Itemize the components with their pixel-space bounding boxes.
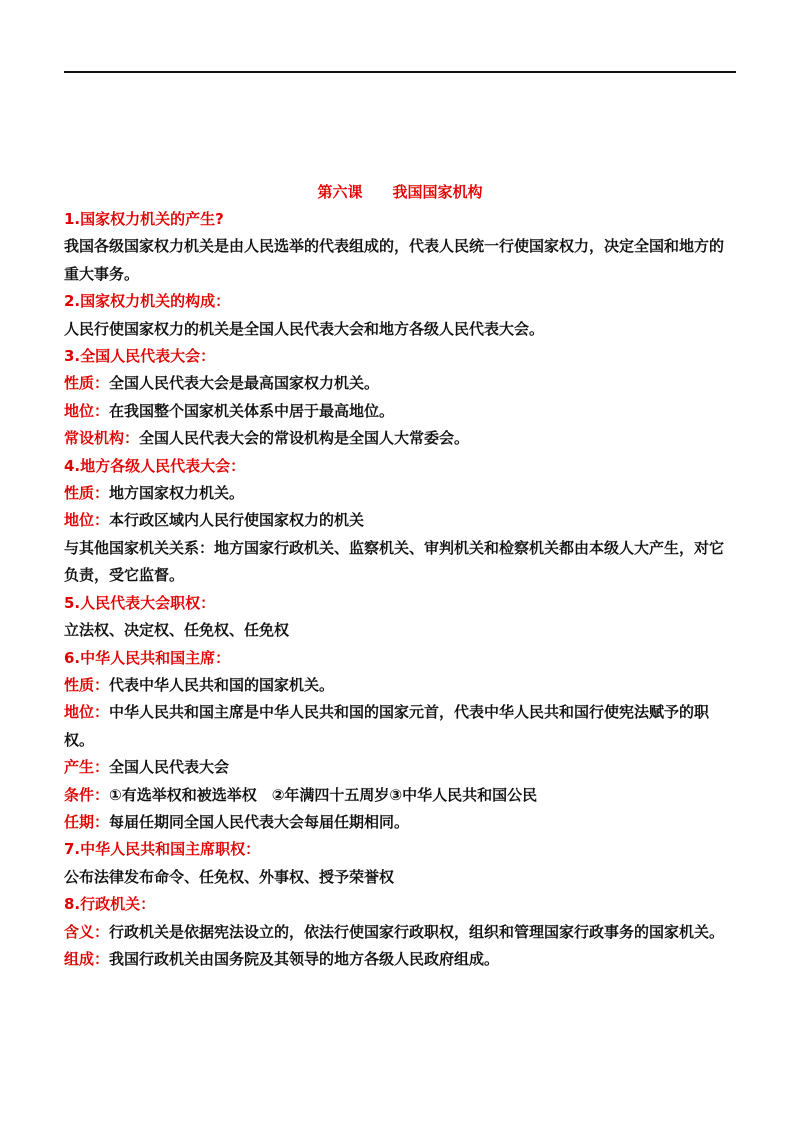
item-text: 中华人民共和国主席是中华人民共和国的国家元首，代表中华人民共和国行使宪法赋予的职权。 [64, 703, 710, 749]
item-label: 地位： [64, 401, 110, 420]
item-label: 性质： [64, 675, 110, 694]
item-label: 性质： [64, 374, 110, 393]
item-label: 地位： [64, 703, 110, 722]
item-label: 组成： [64, 949, 110, 968]
item-text: 我国行政机关由国务院及其领导的地方各级人民政府组成。 [109, 949, 500, 968]
item-text: 每届任期同全国人民代表大会每届任期相同。 [109, 812, 410, 831]
header-rule [64, 71, 736, 73]
item-text: 在我国整个国家机关体系中居于最高地位。 [109, 401, 395, 420]
labeled-item [64, 672, 738, 699]
item-label: 任期： [64, 812, 110, 831]
item-label: 含义： [64, 922, 110, 941]
labeled-item [64, 809, 738, 836]
labeled-item [64, 370, 738, 397]
section-heading: 1.国家权力机关的产生? [64, 210, 224, 228]
item-label: 产生： [64, 758, 110, 777]
item-text: 代表中华人民共和国的国家机关。 [109, 675, 335, 694]
item-text: 全国人民代表大会 [109, 758, 230, 777]
section-heading: 6.中华人民共和国主席： [64, 648, 231, 667]
paragraph: 人民行使国家权力的机关是全国人民代表大会和地方各级人民代表大会。 [64, 319, 545, 338]
section-heading: 4.地方各级人民代表大会： [64, 456, 246, 475]
paragraph: 我国各级国家权力机关是由人民选举的代表组成的，代表人民统一行使国家权力，决定全国和地方的重大事务。 [64, 237, 725, 283]
section-heading: 7.中华人民共和国主席职权： [64, 840, 261, 859]
document-body [64, 206, 738, 973]
paragraph: 立法权、决定权、任免权、任免权 [64, 621, 290, 640]
labeled-item [64, 919, 738, 946]
labeled-item [64, 425, 738, 452]
item-label: 常设机构： [64, 429, 140, 448]
lesson-title: 第六课 我国国家机构 [317, 183, 483, 201]
labeled-item [64, 946, 738, 973]
labeled-item [64, 398, 738, 425]
item-label: 性质： [64, 484, 110, 503]
item-text: ①有选举权和被选举权 ②年满四十五周岁③中华人民共和国公民 [109, 785, 538, 804]
section-heading: 2.国家权力机关的构成： [64, 292, 231, 311]
paragraph: 公布法律发布命令、任免权、外事权、授予荣誉权 [64, 867, 395, 886]
item-text: 地方国家权力机关。 [109, 484, 245, 503]
section-heading: 5.人民代表大会职权： [64, 593, 216, 612]
section-heading: 8.行政机关： [64, 895, 156, 914]
item-text: 本行政区域内人民行使国家权力的机关 [109, 511, 365, 530]
item-label: 地位： [64, 511, 110, 530]
labeled-item [64, 507, 738, 534]
item-label: 条件： [64, 785, 110, 804]
labeled-item [64, 754, 738, 781]
labeled-item [64, 480, 738, 507]
item-text: 全国人民代表大会是最高国家权力机关。 [109, 374, 380, 393]
item-text: 全国人民代表大会的常设机构是全国人大常委会。 [139, 429, 470, 448]
labeled-item [64, 782, 738, 809]
section-heading: 3.全国人民代表大会： [64, 347, 216, 366]
labeled-item [64, 699, 738, 754]
paragraph: 与其他国家机关关系：地方国家行政机关、监察机关、审判机关和检察机关都由本级人大产生，对它负责，受它监督。 [64, 538, 725, 585]
item-text: 行政机关是依据宪法设立的，依法行使国家行政职权，组织和管理国家行政事务的国家机关。 [109, 922, 725, 941]
